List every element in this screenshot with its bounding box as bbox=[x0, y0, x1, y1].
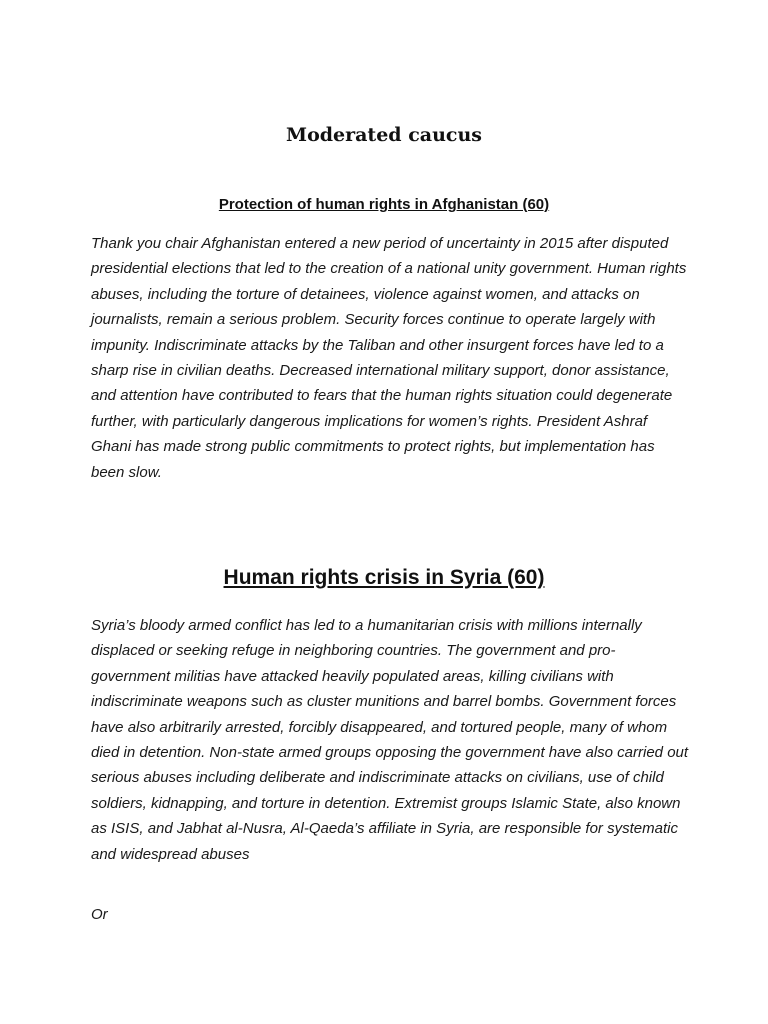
closing-text: Or bbox=[91, 906, 108, 923]
section-body-syria: Syria’s bloody armed conflict has led to a humanitarian crisis with millions internally displaced or seeking refuge in neighboring countries. The government and pro-government militias have attacked heavily populated areas, killing civilians with indiscriminate weapons such as cluster munitions and barrel bombs. Government forces have also arbitrarily arrested, forcibly disappeared, and tortured people, many of whom died in detention. Non-state armed groups opposing the government have also carried out serious abuses including deliberate and indiscriminate attacks on civilians, use of child soldiers, kidnapping, and torture in detention. Extremist groups Islamic State, also known as ISIS, and Jabhat al-Nusra, Al-Qaeda’s affiliate in Syria, are responsible for systematic and widespread abuses bbox=[91, 617, 689, 863]
section-heading-afghanistan: Protection of human rights in Afghanistan (60) bbox=[218, 196, 550, 213]
page-title: Moderated caucus bbox=[286, 124, 482, 146]
section-heading-syria: Human rights crisis in Syria (60) bbox=[223, 566, 545, 589]
section-body-afghanistan: Thank you chair Afghanistan entered a new period of uncertainty in 2015 after disputed presidential elections that led to the creation of a national unity government. Human rights abuses, including the torture of detainees, violence against women, and attacks on journalists, remain a serious problem. Security forces continue to operate largely with impunity. Indiscriminate attacks by the Taliban and other insurgent forces have led to a sharp rise in civilian deaths. Decreased international military support, donor assistance, and attention have contributed to fears that the human rights situation could degenerate further, with particularly dangerous implications for women’s rights. President Ashraf Ghani has made strong public commitments to protect rights, but implementation has been slow. bbox=[91, 235, 687, 481]
